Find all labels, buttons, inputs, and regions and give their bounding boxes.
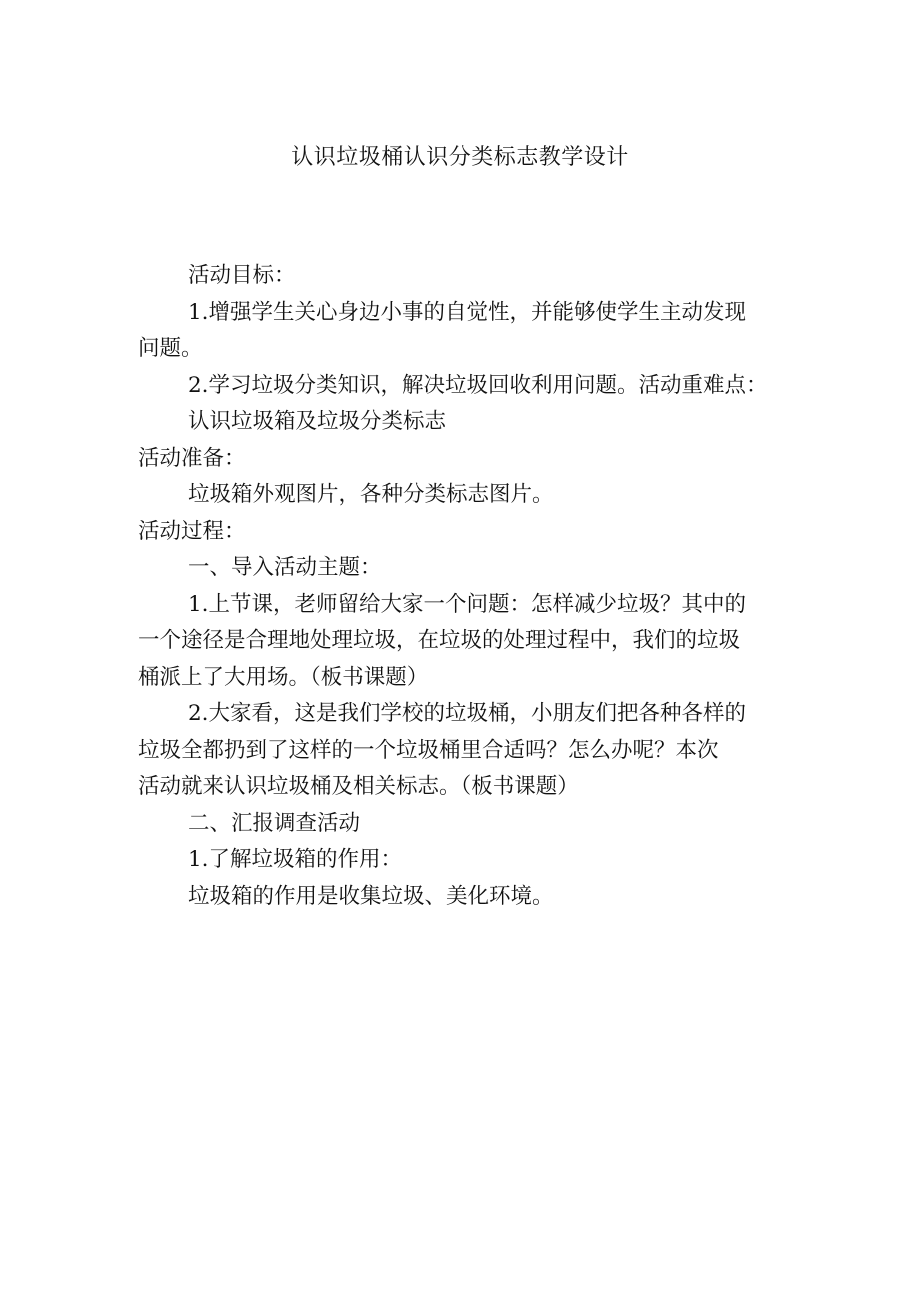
- document-body: [138, 258, 786, 915]
- text-line: 活动过程：: [138, 518, 246, 544]
- paragraph: [138, 477, 786, 514]
- paragraph: [138, 295, 786, 368]
- text-line: 问题。: [138, 336, 203, 361]
- text-line: 2.大家看，这是我们学校的垃圾桶，小朋友们把各种各样的: [188, 701, 747, 726]
- paragraph: [138, 441, 786, 478]
- text-line: 2.学习垃圾分类知识，解决垃圾回收利用问题。活动重难点：: [188, 372, 768, 398]
- paragraph: [138, 258, 786, 295]
- text-line: 1.增强学生关心身边小事的自觉性，并能够使学生主动发现: [188, 299, 747, 325]
- text-line: 垃圾箱的作用是收集垃圾、美化环境。: [188, 883, 554, 909]
- paragraph: [138, 550, 786, 587]
- text-line: 一个途径是合理地处理垃圾，在垃圾的处理过程中，我们的垃圾: [138, 628, 741, 653]
- text-line: 1.上节课，老师留给大家一个问题：怎样减少垃圾？其中的: [188, 591, 747, 617]
- paragraph: [138, 806, 786, 843]
- paragraph: [138, 879, 786, 916]
- text-line: 1.了解垃圾箱的作用：: [188, 847, 403, 872]
- document-title: 认识垃圾桶认识分类标志教学设计: [291, 145, 629, 170]
- paragraph: [138, 514, 786, 551]
- text-line: 活动目标：: [188, 263, 296, 288]
- text-line: 活动就来认识垃圾桶及相关标志。（板书课题）: [138, 774, 579, 799]
- text-line: 桶派上了大用场。（板书课题）: [138, 664, 429, 690]
- paragraph: [138, 696, 786, 806]
- text-line: 认识垃圾箱及垃圾分类标志: [188, 409, 447, 434]
- text-line: 活动准备：: [138, 445, 246, 471]
- text-line: 二、汇报调查活动: [188, 810, 361, 836]
- paragraph: [138, 368, 786, 405]
- paragraph: [138, 842, 786, 879]
- text-line: 垃圾箱外观图片，各种分类标志图片。: [188, 482, 554, 507]
- text-line: 一、导入活动主题：: [188, 555, 382, 580]
- text-line: 垃圾全都扔到了这样的一个垃圾桶里合适吗？怎么办呢？本次: [138, 737, 719, 763]
- paragraph: [138, 404, 786, 441]
- paragraph: [138, 587, 786, 697]
